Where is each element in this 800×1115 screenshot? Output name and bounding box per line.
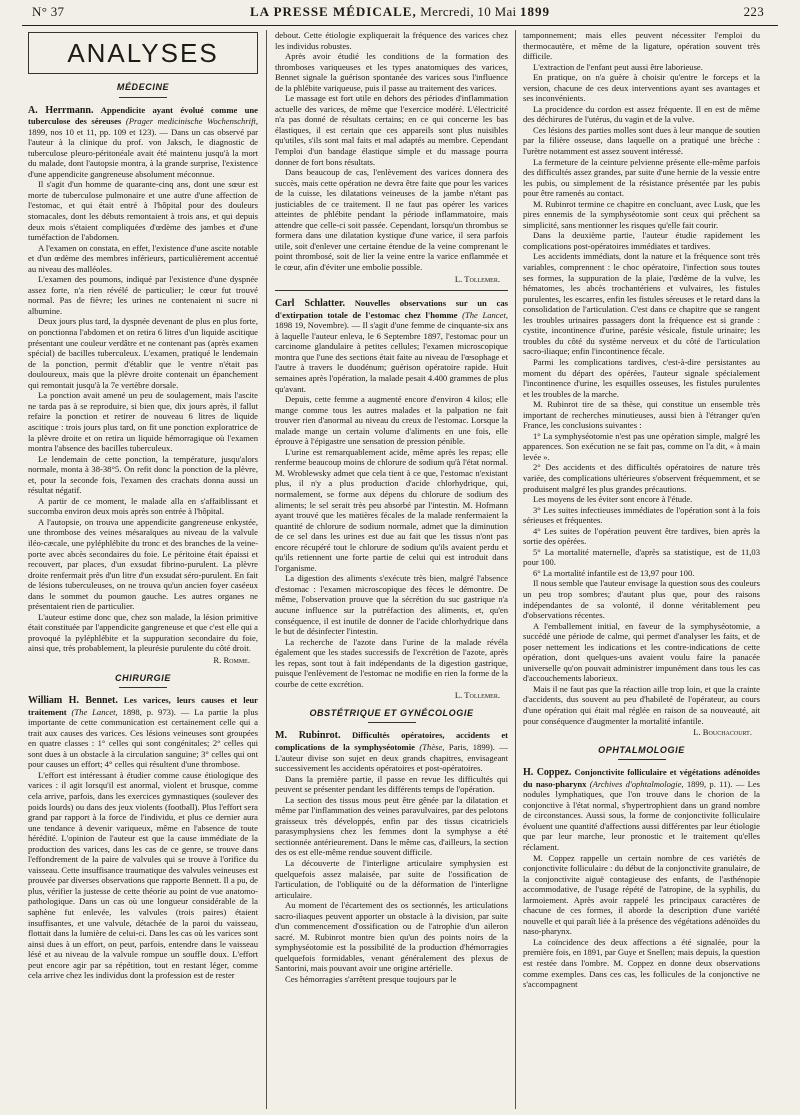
article-lead bbox=[275, 730, 508, 773]
paragraph: M. Coppez rappelle un certain nombre de ces variétés de conjonctivite folliculaire : du début de la conjonctivite granulaire, de la conjonctivite aiguë contagieuse des enfants, de l'asthénopie accommodative, de l'usage répété de l'atropine, de la syphilis, du larmoiement. Après avoir rappelé les principaux caractères de chacune de ces formes, il aborde la description d'une variété nouvelle et qui paraît liée à la présence des végétations adénoïdes du naso-pharynx. bbox=[523, 852, 760, 937]
paragraph: L'urine est remarquablement acide, même après les repas; elle renferme beaucoup moins de chlorure de sodium qu'à l'état normal. M. Wroblewsky admet que cela tient à ce que, l'estomac n'existant plus, il n'y a plus production d'acide chlorhydrique, qui, normalement, se forme aux dépens du chlorure de sodium des aliments; le sel serait très peu absorbé par l'intestin. M. Hofmann ayant trouvé que les matières fécales de la malade renfermaient la quantité de chlorure de sodium normale, admet que la diminution de ce sel dans les urines est due au fait que les tissus n'ont pas encore récupéré tout le chlorure de sodium qu'ils avaient perdu et qu'ils retiennent une forte partie de celui qui est introduit dans l'organisme. bbox=[275, 446, 508, 573]
paragraph: L'effort est intéressant à étudier comme cause étiologique des varices : il agit lorsqu'il est anormal, violent et brusque, comme cela arrive, parfois, dans les exercices gymnastiques (soulever des poids lourds) ou dans des jeux violents (football). Plus l'effort sera grand par rapport à la force de l'individu, et plus ce dernier aura une tendance à devenir variqueux, même en l'absence de toute hérédité. L'opinion de l'auteur est que la cause immédiate de la production des varices, dans les cas de ce genre, se trouve dans l'effondrement de la paire de valvules qui se trouve à l'orifice du vaisseau. Cette insuffisance traumatique des valvules veineuses est prouvée par diverses observations que rapporte Bennett. Il a pu, de plus, vérifier la justesse de cette théorie au point de vue anatomo-pathologique. Dans un cas où une longueur considérable de la saphène fut enlevée, les valvules (trois paires) étaient insuffisantes, et une valvule, détachée de la paroi du vaisseau, flottait dans la lumière de celui-ci. Dans les cas où les varices sont ainsi dues à un effort, on peut, parfois, entendre dans le vaisseau lésé et au niveau de la valvule rompue un souffle doux. L'effort peut encore agir par sa répétition, tout en restant léger, comme cela arrive chez les individus dont la profession est de rester bbox=[28, 769, 258, 981]
article-bennet bbox=[28, 695, 258, 981]
paragraph: 3° Les suites infectieuses immédiates de l'opération sont à la fois sérieuses et fréquentes. bbox=[523, 504, 760, 526]
section-medecine: MÉDECINE bbox=[116, 82, 170, 92]
paragraph: M. Rubinrot termine ce chapitre en concluant, avec Lusk, que les pires ennemis de la symphyséotomie sont ceux qui prêchent sa simplicité, sans mentionner les risques qu'elle fait courir. bbox=[523, 198, 760, 230]
article-title: Les varices, leurs causes et leur traitement bbox=[28, 695, 258, 717]
article-lead bbox=[523, 767, 760, 852]
paragraph: Le massage est fort utile en dehors des périodes d'inflammation actuelle des varices, de même que l'exercice modéré. L'électricité n'a pas donné de résultats certains; en ce qui concerne les bas élastiques, il est certain que ces appareils sont plus nuisibles qu'utiles, s'ils sont mal faits et mal adaptés au membre. Cependant l'emploi d'un bandage élastique simple et du massage pourra donner de fort bons résultats. bbox=[275, 93, 508, 167]
paragraph: A l'examen on constata, en effet, l'existence d'une ascite notable et d'un œdème des membres inférieurs, particulièrement accentué au niveau des malléoles. bbox=[28, 242, 258, 274]
article-title: Appendicite ayant évolué comme une tuberculose des séreuses bbox=[28, 104, 258, 127]
paragraph: Mais il ne faut pas que la réaction aille trop loin, et que la crainte d'accidents, dus souvent au peu d'habileté de l'opérateur, au cours d'une opération qui était mal réglée en raison de sa nouveauté, ait pour conséquence d'augmenter la mortalité infantile. bbox=[523, 683, 760, 726]
paragraph: L'examen des poumons, indiqué par l'existence d'une dyspnée assez forte, n'a rien révélé de particulier; le cœur fut trouvé normal. Pas de fièvre; les urines ne contenaient ni sucre ni albumine. bbox=[28, 274, 258, 316]
paragraph: Après avoir étudié les conditions de la formation des thromboses variqueuses et les types anatomiques des varices, Bennet signale la guérison spontanée des varices sous l'influence de la phlébite variqueuse, puis il passe au traitement des varices. bbox=[275, 51, 508, 93]
paragraph: Les accidents immédiats, dont la nature et la fréquence sont très variables, comprennent : le choc opératoire, l'infection sous toutes ses formes, la suppuration de la plaie, l'œdème de la vulve, les hématomes, les abcès trochantériens et vulvaires, les fistules purulentes, les escarres, enfin les fistules séreuses et le retard dans la consolidation de l'articulation. C'est dans ce chapitre que se rangent les troubles urinaires passagers dont la fréquence est si grande : cystite, incontinence d'urine, parésie vésicale, fistule urinaire; les troubles du côté du système nerveux et du côté de l'articulation sacro-iliaque; enfin l'incontinence fécale. bbox=[523, 251, 760, 357]
column-divider bbox=[266, 30, 267, 1109]
article-title: Nouvelles observations sur un cas d'extirpation totale de l'estomac chez l'homme bbox=[275, 298, 508, 320]
article-source: (Thèse, bbox=[419, 742, 445, 752]
section-chirurgie: CHIRURGIE bbox=[115, 672, 171, 683]
article-signature: L. Tollemer. bbox=[454, 273, 500, 284]
header-rule bbox=[22, 25, 778, 26]
article-lead bbox=[28, 695, 258, 770]
paragraph: 6° La mortalité infantile est de 13,97 pour 100. bbox=[533, 567, 695, 578]
journal-masthead bbox=[22, 4, 778, 20]
paragraph: Il s'agit d'un homme de quarante-cinq ans, dont une sœur est morte de tuberculose pulmonaire et une autre d'une affection de l'estomac, et qui était entré à l'hôpital pour des douleurs stomacales, dont les débuts remontaient à trois ans, et qui depuis deux mois s'étaient compliquées d'œdème des jambes et d'une tuméfaction de l'abdomen. bbox=[28, 179, 258, 243]
article-text: 1899, nos 10 et 11, pp. 109 et 123). — Dans un cas observé par l'auteur à la clinique du prof. von Jaksch, le diagnostic de tuberculose pleuro-péritonéale avait été maintenu jusqu'à la mort du malade, dont l'autopsie montra, à la grande surprise, l'existence d'une appendicite gangreneuse absolument méconnue. bbox=[28, 126, 258, 179]
paragraph: Le lendemain de cette ponction, la température, jusqu'alors normale, monta à 38-38°5. On refit donc la ponction de la plèvre, et, pour la seconde fois, l'examen des crachats donna aussi un résultat négatif. bbox=[28, 453, 258, 496]
paragraph: La section des tissus mous peut être gênée par la dilatation et même par l'inflammation des veines paravulvaires, par des pelotons graisseux très développés, enfin par des tissus cicatriciels parasymphysiens chez les femmes dont la symphyse a été sectionnée antérieurement. Dans le même cas, d'ailleurs, la section des os est elle-même rendue souvent difficile. bbox=[275, 794, 508, 858]
paragraph: tamponnement; mais elles peuvent nécessiter l'emploi du thermocautère, et même de la ligature, opération souvent très difficile. bbox=[523, 30, 760, 62]
article-signature: L. Tollemer. bbox=[454, 690, 500, 701]
journal-name: LA PRESSE MÉDICALE, bbox=[250, 4, 417, 19]
paragraph: La fermeture de la ceinture pelvienne présente elle-même parfois des difficultés assez grandes, par suite d'une hernie de la vessie entre les pubis, ou simplement de la résistance présentée par les pubis pour être ramenés au contact. bbox=[523, 156, 760, 199]
article-text: 1898, p. 973). — La partie la plus importante de cette communication est certainement celle qui a trait aux causes des varices. Ces lésions veineuses sont groupées en quatre classes : 1° celles qui sont congénitales; 2° celles qui sont dues à un obstacle à la circulation sanguine; 3° celles qui ont pour causes un effort; 4° celles qui résultent d'une thrombose. bbox=[28, 706, 258, 770]
issue-year: 1899 bbox=[520, 4, 550, 19]
column-3 bbox=[523, 30, 760, 1111]
paragraph: Deux jours plus tard, la dyspnée devenant de plus en plus forte, on ponctionna l'abdomen et on retira 6 litres d'un liquide ascitique présentant une couleur verdâtre et ne contenant pas (après examen spécial) de bacilles tuberculeux. L'examen, pratiqué le lendemain de la ponction, permit d'établir que le ventre n'était pas douloureux, mais que la plèvre droite contenait un épanchement qui remontait jusqu'à la 7e vertèbre dorsale. bbox=[28, 316, 258, 390]
analyses-heading: ANALYSES bbox=[28, 32, 258, 74]
section-obstetrique: OBSTÉTRIQUE ET GYNÉCOLOGIE bbox=[309, 707, 474, 718]
article-author: A. Herrmann. bbox=[28, 104, 94, 116]
paragraph: Depuis, cette femme a augmenté encore d'environ 4 kilos; elle mange comme tous les autres malades et la palpation ne fait trouver rien d'anormal au niveau du creux de l'estomac. Lorsque la malade mange un certain volume d'aliments en une fois, elle éprouve à l'épigastre une sensation de pression pénible. bbox=[275, 394, 508, 447]
paragraph: La procidence du cordon est assez fréquente. Il en est de même des déchirures de l'utérus, du vagin et de la vulve. bbox=[523, 103, 760, 125]
paragraph: L'auteur estime donc que, chez son malade, la lésion primitive était constituée par l'appendicite gangreneuse et que c'est elle qui a provoqué la pyléphlébite et la suppuration secondaire du foie, ainsi que, très probablement, la pleurésie purulente du côté droit. bbox=[28, 611, 258, 654]
paragraph: A partir de ce moment, le malade alla en s'affaiblissant et succomba environ deux mois après son entrée à l'hôpital. bbox=[28, 495, 258, 517]
issue-date: Mercredi, 10 Mai bbox=[420, 4, 517, 19]
article-text: Paris, 1899). — L'auteur divise son sujet en deux grands chapitres, envisageant successivement les accidents opératoires et post-opératoires. bbox=[275, 742, 508, 774]
article-lead bbox=[275, 298, 508, 394]
section-rule bbox=[368, 722, 416, 723]
article-coppez bbox=[523, 767, 760, 989]
article-signature: R. Romme. bbox=[213, 654, 250, 665]
section-rule bbox=[618, 759, 666, 760]
page-number: 223 bbox=[743, 4, 764, 19]
paragraph: Dans la première partie, il passe en revue les difficultés qui peuvent se présenter pendant les différents temps de l'opération. bbox=[275, 773, 508, 795]
article-lead bbox=[28, 105, 258, 180]
article-rule bbox=[275, 290, 508, 291]
paragraph: Parmi les complications tardives, c'est-à-dire persistantes au moment du départ des opérées, l'auteur signale spécialement l'incontinence d'urine, les esquilles osseuses, les fistules purulentes et les troubles de la marche. bbox=[523, 356, 760, 399]
column-1 bbox=[28, 30, 258, 1111]
paragraph: L'extraction de l'enfant peut aussi être laborieuse. bbox=[533, 61, 703, 72]
paragraph: debout. Cette étiologie expliquerait la fréquence des varices chez les individus robustes. bbox=[275, 30, 508, 51]
paragraph: La coïncidence des deux affections a été signalée, pour la première fois, en 1891, par Guye et Snellen; mais depuis, la question est restée dans l'ombre. M. Coppez en donne deux observations comme exemples. Dans ces cas, les follicules de la conjonctive ne s'accompagnent bbox=[523, 936, 760, 990]
article-schlatter bbox=[275, 298, 508, 701]
section-rule bbox=[119, 97, 167, 98]
paragraph: La digestion des aliments s'exécute très bien, malgré l'absence d'estomac : l'examen microscopique des fèces le démontre. De même, l'observation prouve que la sécrétion du suc gastrique n'a aucune influence sur la putréfaction des aliments, et, qu'en conséquence, il est inutile de donner de l'acide chlorhydrique dans le but de désinfecter l'intestin. bbox=[275, 573, 508, 637]
paragraph: 4° Les suites de l'opération peuvent être tardives, bien après la sortie des opérées. bbox=[523, 525, 760, 547]
article-title: Conjonctivite folliculaire et végétations adénoïdes du naso-pharynx bbox=[523, 767, 760, 789]
article-author: H. Coppez. bbox=[523, 767, 572, 779]
article-author: M. Rubinrot. bbox=[275, 730, 341, 742]
issue-number: N° 37 bbox=[32, 4, 65, 19]
article-author: Carl Schlatter. bbox=[275, 298, 345, 310]
paragraph: Dans la deuxième partie, l'auteur étudie rapidement les complications post-opératoires immédiates et tardives. bbox=[523, 230, 760, 251]
paragraph: M. Rubinrot tire de sa thèse, qui constitue un ensemble très important de recherches minutieuses, aussi bien à l'étranger qu'en France, les conclusions suivantes : bbox=[523, 399, 760, 431]
section-rule bbox=[119, 687, 167, 688]
column-2 bbox=[275, 30, 508, 1111]
paragraph: 5° La mortalité maternelle, d'après sa statistique, est de 11,03 pour 100. bbox=[523, 546, 760, 568]
paragraph: 2° Des accidents et des difficultés opératoires de nature très variée, des complications ultérieures s'observent fréquemment, et se produisent malgré les plus grandes précautions. bbox=[523, 462, 760, 494]
article-title: Difficultés opératoires, accidents et complications de la symphyséotomie bbox=[275, 730, 508, 752]
column-divider bbox=[515, 30, 516, 1109]
paragraph: A l'autopsie, on trouva une appendicite gangreneuse enkystée, une thrombose des veines mésaraïques au niveau de la valvule iléo-cæcale, une pyléphlébite du tronc et des branches de la veine-porte avec abcès secondaires du foie. Le péritoine était épaissi et recouvert, par places, d'un exsudat fibrino-purulent. La plèvre droite renfermait près d'un litre d'un exsudat séro-purulent. En fait de lésions tuberculeuses, on ne trouva qu'un ancien foyer caséeux dans le sommet du poumon gauche. Les autres organes ne présentaient rien de particulier. bbox=[28, 516, 258, 612]
article-signature: L. Bouchacourt. bbox=[693, 727, 752, 738]
paragraph: Ces hémorragies s'arrêtent presque toujours par le bbox=[285, 974, 457, 985]
article-author: William H. Bennet. bbox=[28, 695, 118, 707]
paragraph: En pratique, on n'a guère à choisir qu'entre le forceps et la version, chacune de ces deux interventions ayant ses avantages et ses inconvénients. bbox=[523, 72, 760, 104]
article-source: (Prager medicinische Wochenschrift, bbox=[125, 116, 258, 127]
article-source: (The Lancet, bbox=[71, 706, 118, 717]
paragraph: 1° La symphyséotomie n'est pas une opération simple, malgré les apparences. Son exécution ne se fait pas, comme on l'a dit, « à main levée ». bbox=[523, 430, 760, 462]
paragraph: La découverte de l'interligne articulaire symphysien est quelquefois assez malaisée, par suite de l'ossification de l'articulation, de l'obliquité ou de la déformation de l'interligne articulaire. bbox=[275, 858, 508, 900]
article-text: 1899, p. 11). — Les nodules lymphatiques, que l'on trouve dans le chorion de la conjonctive à l'état normal, s'hypertrophient dans un grand nombre de circonstances. Aussi sous, la forme de conjonctivite folliculaire évoluent une quantité d'affections aussi différentes par leur étiologie que par leur marche, leur pronostic et le traitement qu'elles réclament. bbox=[523, 778, 760, 853]
paragraph: Il nous semble que l'auteur envisage la question sous des couleurs un peu trop sombres; d'autant plus que, pour des raisons indépendantes de sa volonté, il donne véritablement peu d'observations récentes. bbox=[523, 578, 760, 621]
paragraph: La ponction avait amené un peu de soulagement, mais l'ascite ne tarda pas à se reproduire, si bien que, dix jours après, il fallut refaire la ponction et retirer de nouveau 6 litres de liquide ascitique : trois jours plus tard, on fit une ponction exploratrice de la plèvre droite et on retira un liquide hémorragique où l'examen montra l'absence des bacilles tuberculeux. bbox=[28, 390, 258, 454]
section-ophtalmologie: OPHTALMOLOGIE bbox=[598, 744, 685, 755]
running-header bbox=[22, 0, 778, 26]
article-source: (Archives d'ophtalmologie, bbox=[589, 778, 684, 789]
paragraph: Au moment de l'écartement des os sectionnés, les articulations sacro-iliaques peuvent apporter un obstacle à la division, par suite d'un commencement d'ossification ou de l'atrophie d'un aileron sacré. M. Rubinrot montre bien qu'un des points noirs de la symphyséotomie est la possibilité de la production d'hémorragies quelquefois formidables, venant généralement des plexus de Santorini, mais pouvant avoir une origine artérielle. bbox=[275, 900, 508, 974]
article-rubinrot bbox=[275, 730, 508, 984]
paragraph: Les moyens de les éviter sont encore à l'étude. bbox=[533, 494, 693, 505]
article-text: 1898 19, Novembre). — Il s'agit d'une femme de cinquante-six ans à laquelle l'auteur enleva, le 6 Septembre 1897, l'estomac pour un carcinome glandulaire à petites cellules; l'examen microscopique montra que l'une des sections était faite au niveau de l'œsophage et l'autre à travers le duodénum; guérison opératoire rapide. Huit semaines après l'opération, la malade pesait 4.400 grammes de plus qu'avant. bbox=[275, 320, 508, 394]
article-source: (The Lancet, bbox=[462, 309, 508, 320]
article-herrmann bbox=[28, 105, 258, 666]
paragraph: La recherche de l'azote dans l'urine de la malade révéla également que les stades successifs de l'excrétion de l'azote, après les repas, sont tout à fait indépendants de la digestion gastrique, puisque l'enlèvement de l'estomac ne modifie en rien la forme de la courbe de cette excrétion. bbox=[275, 636, 508, 689]
paragraph: Ces lésions des parties molles sont dues à leur manque de soutien par la filière osseuse, dans laquelle on a pratiqué une brèche : l'urètre notamment est assez souvent intéressé. bbox=[523, 124, 760, 157]
paragraph: Dans beaucoup de cas, l'enlèvement des varices donnera des succès, mais cette opération ne devra être faite que pour les varices de la cuisse, les dilatations veineuses de la jambe n'étant pas justiciables de ce traitement. Il ne faut pas opérer les varices atteintes de phlébite pendant la période inflammatoire, mais attendre que celle-ci soit passée. Cependant, lorsqu'un thrombus se formera dans une dilatation kystique d'une varice, il sera parfois utile, soit d'enlever une certaine étendue de la veine comprenant le point thrombosé, soit de lier la veine entre la varice enflammée et le cœur, afin d'éviter une embolie possible. bbox=[275, 167, 508, 273]
paragraph: A l'emballement initial, en faveur de la symphyséotomie, a succédé une période de calme, qui permet d'analyser les faits, et de poser nettement les indications et les contre-indications de cette opération, dont quelques-uns avaient voulu faire la panacée universelle qu'on pouvait administrer impunément dans tous les cas d'accouchements laborieux. bbox=[523, 620, 760, 684]
